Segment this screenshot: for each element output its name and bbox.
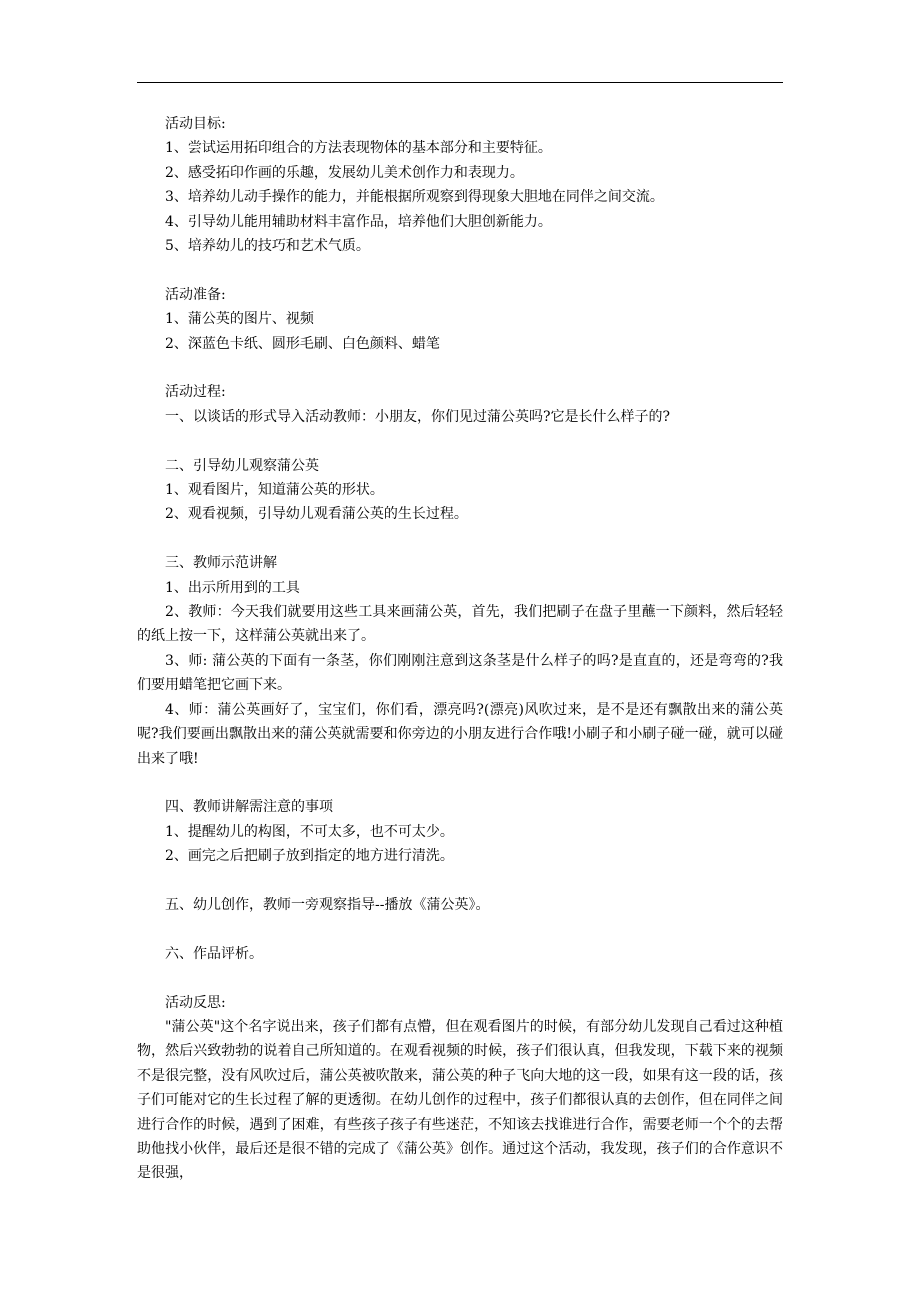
goal-item-5: 5、培养幼儿的技巧和艺术气质。 — [165, 238, 370, 255]
demo-item-2: 2、教师：今天我们就要用这些工具来画蒲公英，首先，我们把刷子在盘子里蘸一下颜料，然后轻轻的纸上按一下，这样蒲公英就出来了。 — [137, 604, 783, 645]
demo-item-1: 1、出示所用到的工具 — [165, 579, 300, 596]
section-heading-review: 六、作品评析。 — [165, 945, 263, 962]
section-heading-notes: 四、教师讲解需注意的事项 — [165, 799, 333, 816]
goal-item-1: 1、尝试运用拓印组合的方法表现物体的基本部分和主要特征。 — [165, 140, 552, 157]
section-heading-process: 活动过程: — [165, 384, 226, 401]
spacer — [137, 527, 783, 551]
section-heading-create: 五、幼儿创作，教师一旁观察指导--播放《蒲公英》。 — [165, 896, 490, 913]
section-heading-goals: 活动目标: — [165, 116, 226, 132]
section-heading-observe: 二、引导幼儿观察蒲公英 — [165, 457, 319, 474]
section-heading-reflection: 活动反思: — [165, 994, 226, 1011]
spacer — [137, 966, 783, 990]
goal-item-4: 4、引导幼儿能用辅助材料丰富作品，培养他们大胆创新能力。 — [165, 213, 552, 230]
spacer — [137, 917, 783, 941]
process-step-1: 一、以谈话的形式导入活动教师：小朋友，你们见过蒲公英吗?它是长什么样子的? — [165, 408, 671, 425]
header-rule — [137, 82, 783, 83]
observe-item-1: 1、观看图片，知道蒲公英的形状。 — [165, 482, 384, 499]
preparation-item-2: 2、深蓝色卡纸、圆形毛刷、白色颜料、蜡笔 — [165, 335, 440, 352]
demo-item-3: 3、师: 蒲公英的下面有一条茎，你们刚刚注意到这条茎是什么样子的吗?是直直的，还是弯弯的?我们要用蜡笔把它画下来。 — [137, 652, 783, 694]
section-heading-preparation: 活动准备: — [165, 286, 226, 303]
notes-item-2: 2、画完之后把刷子放到指定的地方进行清洗。 — [165, 848, 454, 865]
spacer — [137, 258, 783, 282]
spacer — [137, 869, 783, 893]
reflection-paragraph: "蒲公英"这个名字说出来，孩子们都有点懵，但在观看图片的时候，有部分幼儿发现自己看过这种植物，然后兴致勃勃的说着自己所知道的。在观看视频的时候，孩子们很认真，但我发现，下载下来的视频不是很完整，没有风吹过后，蒲公英被吹散来，蒲公英的种子飞向大地的这一段，如果有这一段的话，孩子们可能对它的生长过程了解的更透彻。在幼儿创作的过程中，孩子们都很认真的去创作，但在同伴之间进行合作的时候，遇到了困难，有些孩子孩子有些迷茫，不知该去找谁进行合作，需要老师一个个的去帮助他找小伙伴，最后还是很不错的完成了《蒲公英》创作。通过这个活动，我发现，孩子们的合作意识不是很强， — [137, 1018, 783, 1182]
goal-item-3: 3、培养幼儿动手操作的能力，并能根据所观察到得现象大胆地在同伴之间交流。 — [165, 189, 664, 206]
notes-item-1: 1、提醒幼儿的构图，不可太多，也不可太少。 — [165, 823, 454, 840]
document-body — [137, 112, 783, 1186]
spacer — [137, 771, 783, 795]
demo-item-4: 4、师：蒲公英画好了，宝宝们，你们看，漂亮吗?(漂亮)风吹过来，是不是还有飘散出来的蒲公英呢?我们要画出飘散出来的蒲公英就需要和你旁边的小朋友进行合作哦!小刷子和小刷子碰一碰，就可以碰出来了哦! — [137, 701, 783, 767]
section-heading-demo: 三、教师示范讲解 — [165, 555, 277, 572]
preparation-item-1: 1、蒲公英的图片、视频 — [165, 311, 314, 328]
goal-item-2: 2、感受拓印作画的乐趣，发展幼儿美术创作力和表现力。 — [165, 164, 524, 181]
spacer — [137, 356, 783, 380]
observe-item-2: 2、观看视频，引导幼儿观看蒲公英的生长过程。 — [165, 506, 468, 523]
spacer — [137, 429, 783, 453]
